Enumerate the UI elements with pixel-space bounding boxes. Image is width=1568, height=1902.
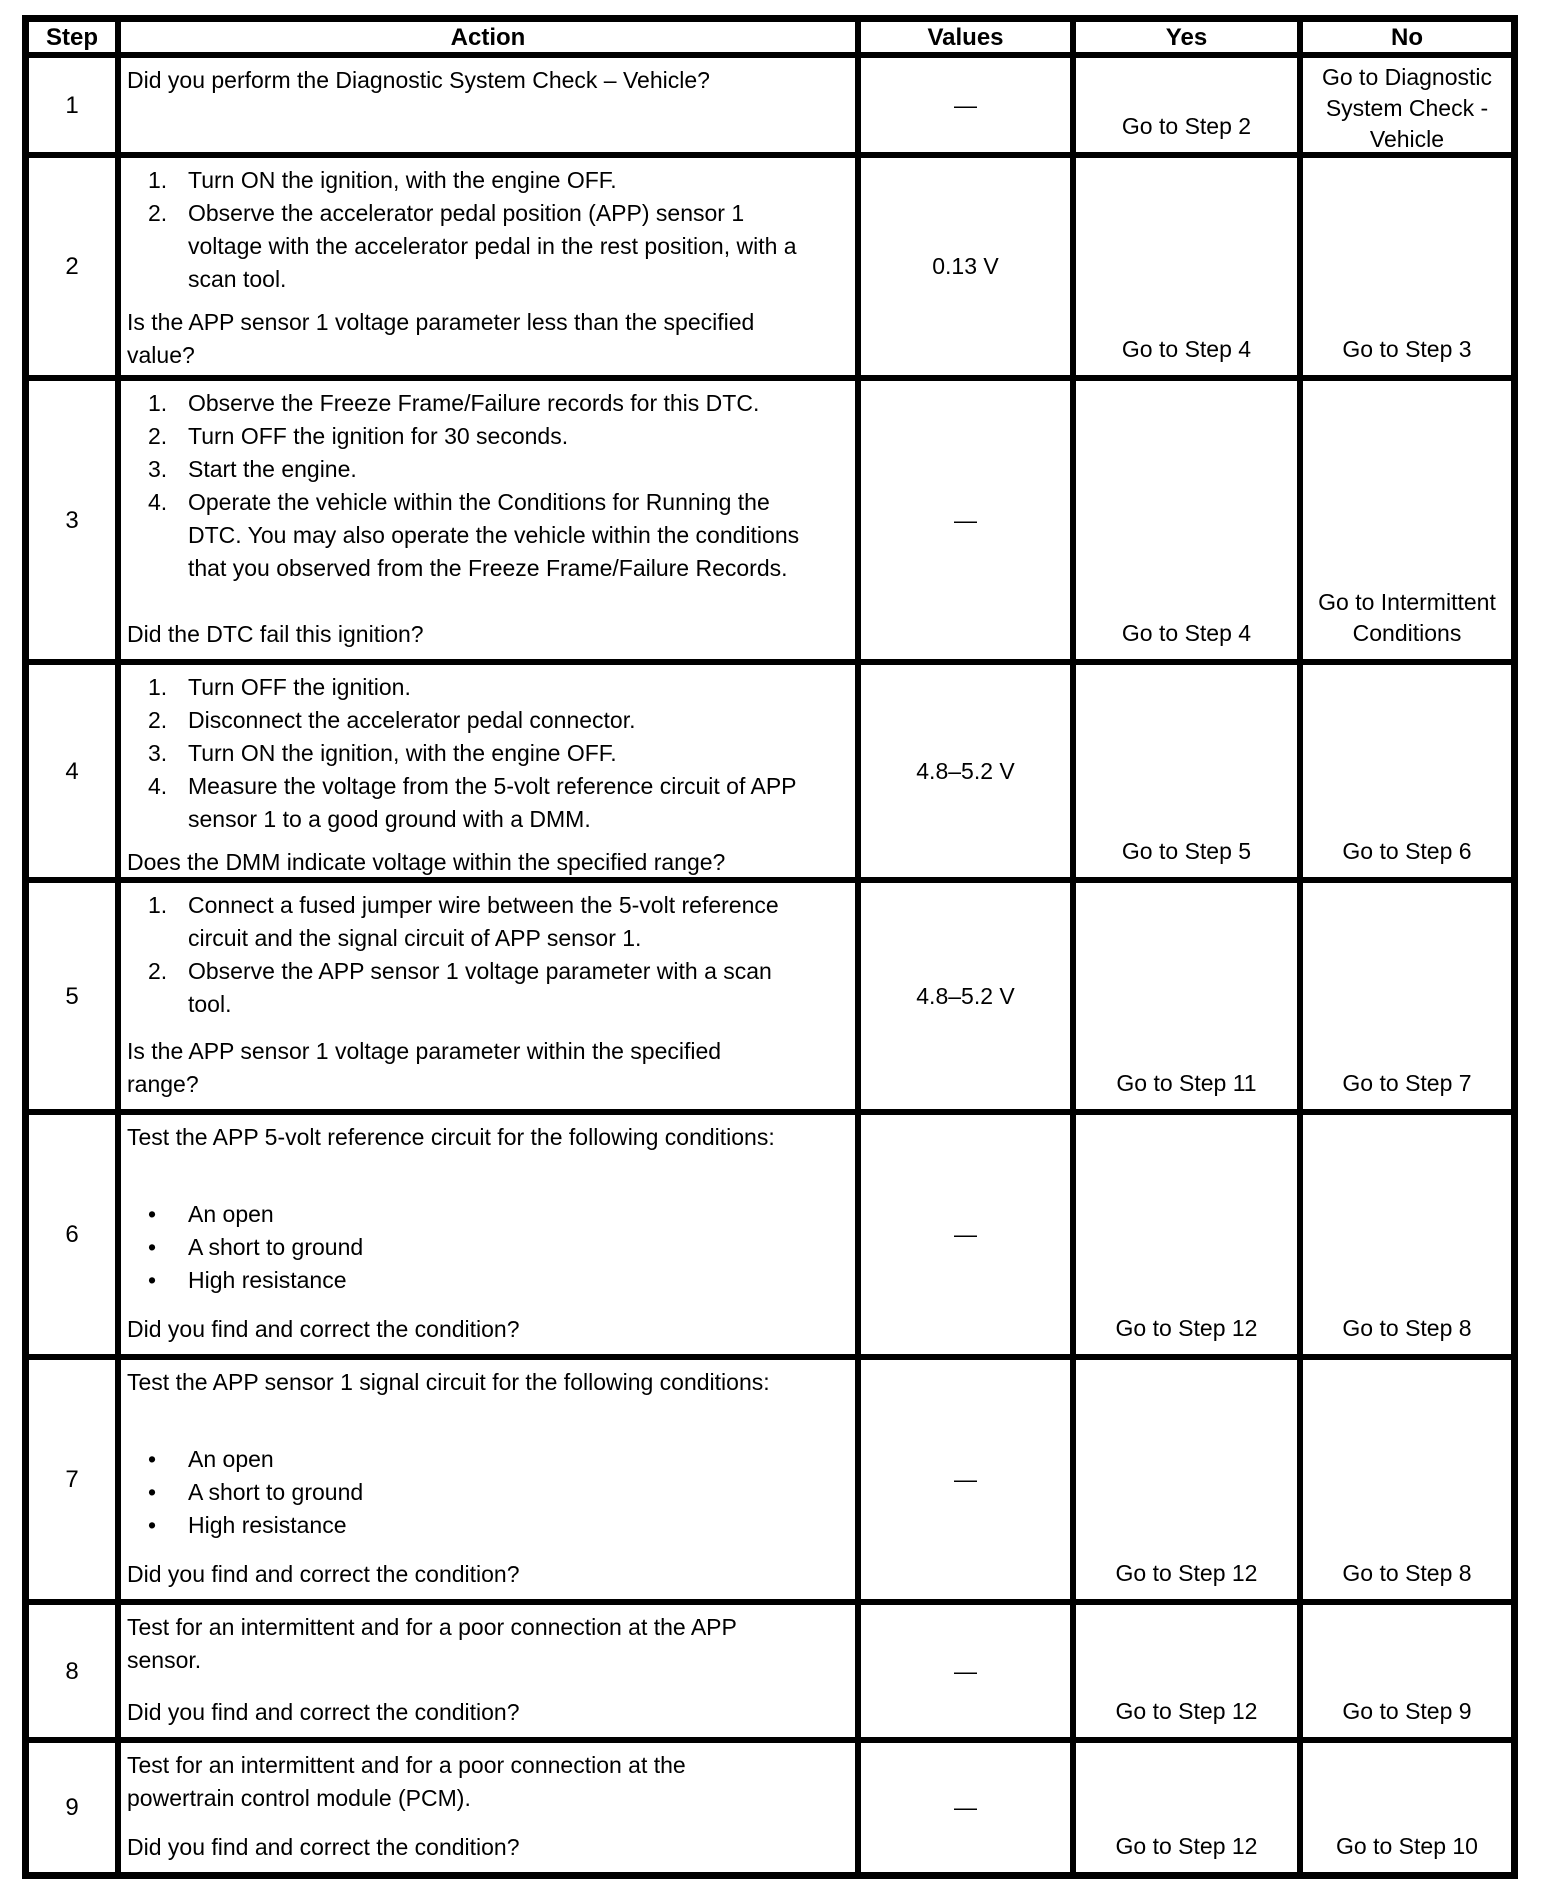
list-item — [148, 889, 849, 955]
list-number: 1. — [148, 674, 168, 700]
values-text: — — [954, 1657, 977, 1684]
yes-text: Go to Step 12 — [1115, 1560, 1258, 1586]
list-item-text: Turn ON the ignition, with the engine OFF. — [188, 167, 617, 193]
list-item-text: Operate the vehicle within the Conditions for Running the DTC. You may also operate the vehicle within the conditions that you observed from the Freeze Frame/Failure Records. — [188, 489, 800, 581]
step-number-cell — [29, 58, 121, 158]
list-item-text: A short to ground — [188, 1234, 364, 1260]
list-item-text: High resistance — [188, 1512, 347, 1538]
step-number: 8 — [65, 1657, 79, 1685]
yes-cell — [1076, 1360, 1303, 1605]
no-text: Go to Step 10 — [1336, 1833, 1478, 1859]
step-number: 1 — [65, 91, 79, 119]
action-cell — [121, 1743, 861, 1872]
list-number: 2. — [148, 423, 168, 449]
list-item — [148, 486, 849, 585]
values-cell — [861, 665, 1076, 883]
step-number-cell — [29, 665, 121, 883]
no-cell — [1303, 665, 1511, 883]
yes-text: Go to Step 12 — [1115, 1315, 1258, 1341]
list-number: 3. — [148, 740, 168, 766]
action-list — [127, 671, 849, 836]
action-question: Did you find and correct the condition? — [127, 1561, 520, 1587]
values-text: — — [954, 506, 977, 533]
yes-cell — [1076, 1743, 1303, 1872]
values-cell — [861, 58, 1076, 158]
no-cell — [1303, 381, 1511, 665]
list-item-text: Start the engine. — [188, 456, 357, 482]
no-text: Go to Step 3 — [1342, 336, 1472, 362]
action-question: Did you find and correct the condition? — [127, 1699, 520, 1725]
yes-cell — [1076, 1605, 1303, 1743]
no-cell — [1303, 883, 1511, 1115]
values-text: — — [954, 1221, 977, 1247]
list-item-text: Observe the APP sensor 1 voltage parameter with a scan tool. — [188, 958, 772, 1017]
no-text: Go to Step 6 — [1342, 838, 1472, 864]
action-intro: Test the APP 5-volt reference circuit for the following conditions: — [127, 1124, 775, 1150]
list-item — [148, 1198, 849, 1231]
list-item-text: Turn OFF the ignition. — [188, 674, 411, 700]
values-cell — [861, 883, 1076, 1115]
list-item-text: Observe the Freeze Frame/Failure records for this DTC. — [188, 390, 760, 416]
step-number-cell — [29, 1743, 121, 1872]
yes-cell — [1076, 158, 1303, 381]
no-cell — [1303, 58, 1511, 158]
step-number: 4 — [65, 757, 79, 785]
list-item — [148, 1443, 849, 1476]
action-question: Did you find and correct the condition? — [127, 1834, 520, 1860]
no-text: Go to Step 9 — [1342, 1698, 1472, 1724]
list-item-text: Connect a fused jumper wire between the 5-volt reference circuit and the signal circuit of APP sensor 1. — [188, 892, 779, 951]
list-item-text: Disconnect the accelerator pedal connector. — [188, 707, 636, 733]
no-text: Go to Step 8 — [1342, 1315, 1472, 1341]
action-question: Is the APP sensor 1 voltage parameter less than the specified value? — [127, 309, 755, 368]
list-number: 1. — [148, 390, 168, 416]
yes-cell — [1076, 883, 1303, 1115]
list-item — [148, 671, 849, 704]
action-cell — [121, 665, 861, 883]
list-item-text: Observe the accelerator pedal position (APP) sensor 1 voltage with the accelerator pedal in the rest position, with a scan tool. — [188, 200, 797, 292]
list-number: 3. — [148, 456, 168, 482]
column-header-yes: Yes — [1076, 22, 1303, 58]
list-item — [148, 737, 849, 770]
bullet-icon: • — [148, 1267, 157, 1293]
list-number: 2. — [148, 200, 168, 226]
values-text: 4.8–5.2 V — [916, 757, 1015, 784]
action-question: Did the DTC fail this ignition? — [127, 621, 424, 647]
column-header-action: Action — [121, 22, 861, 58]
yes-cell — [1076, 381, 1303, 665]
yes-cell — [1076, 58, 1303, 158]
step-number-cell — [29, 381, 121, 665]
values-text: — — [954, 1466, 977, 1492]
step-number: 5 — [65, 982, 79, 1010]
no-cell — [1303, 1605, 1511, 1743]
step-number: 7 — [65, 1466, 79, 1493]
no-text: Go to Step 7 — [1342, 1070, 1472, 1096]
list-item — [148, 1231, 849, 1264]
list-number: 1. — [148, 892, 168, 918]
list-item-text: Turn ON the ignition, with the engine OFF. — [188, 740, 617, 766]
action-intro: Test for an intermittent and for a poor connection at the powertrain control module (PCM). — [127, 1752, 686, 1811]
list-item — [148, 387, 849, 420]
bullet-icon: • — [148, 1234, 157, 1260]
action-list — [127, 1198, 849, 1297]
action-cell — [121, 883, 861, 1115]
step-number: 9 — [65, 1794, 79, 1821]
column-header-no: No — [1303, 22, 1511, 58]
action-list — [127, 1443, 849, 1542]
values-text: 0.13 V — [932, 253, 999, 279]
action-intro: Test for an intermittent and for a poor connection at the APP sensor. — [127, 1614, 737, 1673]
bullet-icon: • — [148, 1512, 157, 1538]
list-number: 1. — [148, 167, 168, 193]
list-number: 2. — [148, 958, 168, 984]
yes-text: Go to Step 12 — [1115, 1698, 1258, 1724]
values-cell — [861, 1360, 1076, 1605]
action-intro: Test the APP sensor 1 signal circuit for the following conditions: — [127, 1369, 770, 1395]
action-cell — [121, 1360, 861, 1605]
no-text: Go to Step 8 — [1342, 1560, 1472, 1586]
list-item — [148, 1509, 849, 1542]
yes-text: Go to Step 5 — [1121, 838, 1252, 864]
step-number-cell — [29, 1115, 121, 1360]
action-cell — [121, 381, 861, 665]
list-number: 4. — [148, 489, 168, 515]
no-cell — [1303, 158, 1511, 381]
values-cell — [861, 158, 1076, 381]
column-header-values: Values — [861, 22, 1076, 58]
no-cell — [1303, 1743, 1511, 1872]
list-item-text: Measure the voltage from the 5-volt reference circuit of APP sensor 1 to a good ground with a DMM. — [188, 773, 797, 832]
list-item-text: Turn OFF the ignition for 30 seconds. — [188, 423, 569, 449]
list-number: 4. — [148, 773, 168, 799]
action-question: Did you find and correct the condition? — [127, 1316, 520, 1342]
list-item — [148, 1476, 849, 1509]
no-text: Go to Intermittent Conditions — [1318, 589, 1496, 646]
action-cell — [121, 1605, 861, 1743]
bullet-icon: • — [148, 1479, 157, 1505]
yes-text: Go to Step 12 — [1115, 1833, 1258, 1859]
list-item-text: An open — [188, 1446, 274, 1472]
values-cell — [861, 1743, 1076, 1872]
list-item — [148, 770, 849, 836]
list-item — [148, 1264, 849, 1297]
yes-text: Go to Step 11 — [1116, 1070, 1257, 1096]
step-number: 3 — [65, 506, 79, 534]
list-number: 2. — [148, 707, 168, 733]
no-cell — [1303, 1360, 1511, 1605]
step-number-cell — [29, 1360, 121, 1605]
no-text: Go to Diagnostic System Check - Vehicle — [1321, 64, 1493, 152]
values-text: — — [954, 91, 977, 118]
step-number-cell — [29, 158, 121, 381]
no-cell — [1303, 1115, 1511, 1360]
yes-cell — [1076, 665, 1303, 883]
action-intro: Did you perform the Diagnostic System Check – Vehicle? — [127, 67, 710, 93]
yes-text: Go to Step 4 — [1121, 336, 1252, 362]
list-item-text: High resistance — [188, 1267, 347, 1293]
list-item — [148, 955, 849, 1021]
action-cell — [121, 58, 861, 158]
diagnostic-table — [22, 15, 1518, 1879]
action-question: Is the APP sensor 1 voltage parameter within the specified range? — [127, 1038, 722, 1097]
step-number-cell — [29, 883, 121, 1115]
values-cell — [861, 381, 1076, 665]
yes-cell — [1076, 1115, 1303, 1360]
step-number: 2 — [65, 253, 79, 280]
action-cell — [121, 1115, 861, 1360]
bullet-icon: • — [148, 1446, 157, 1472]
step-number-cell — [29, 1605, 121, 1743]
values-text: — — [954, 1794, 977, 1820]
bullet-icon: • — [148, 1201, 157, 1227]
action-question: Does the DMM indicate voltage within the specified range? — [127, 849, 726, 875]
action-list — [127, 164, 849, 296]
column-header-step: Step — [29, 22, 121, 58]
action-cell — [121, 158, 861, 381]
list-item — [148, 453, 849, 486]
values-text: 4.8–5.2 V — [916, 982, 1015, 1009]
action-list — [127, 889, 849, 1021]
list-item — [148, 420, 849, 453]
list-item-text: A short to ground — [188, 1479, 364, 1505]
yes-text: Go to Step 4 — [1121, 620, 1252, 646]
list-item — [148, 164, 849, 197]
yes-text: Go to Step 2 — [1121, 113, 1252, 139]
values-cell — [861, 1115, 1076, 1360]
list-item-text: An open — [188, 1201, 274, 1227]
step-number: 6 — [65, 1221, 79, 1248]
values-cell — [861, 1605, 1076, 1743]
list-item — [148, 704, 849, 737]
action-list — [127, 387, 849, 585]
list-item — [148, 197, 849, 296]
